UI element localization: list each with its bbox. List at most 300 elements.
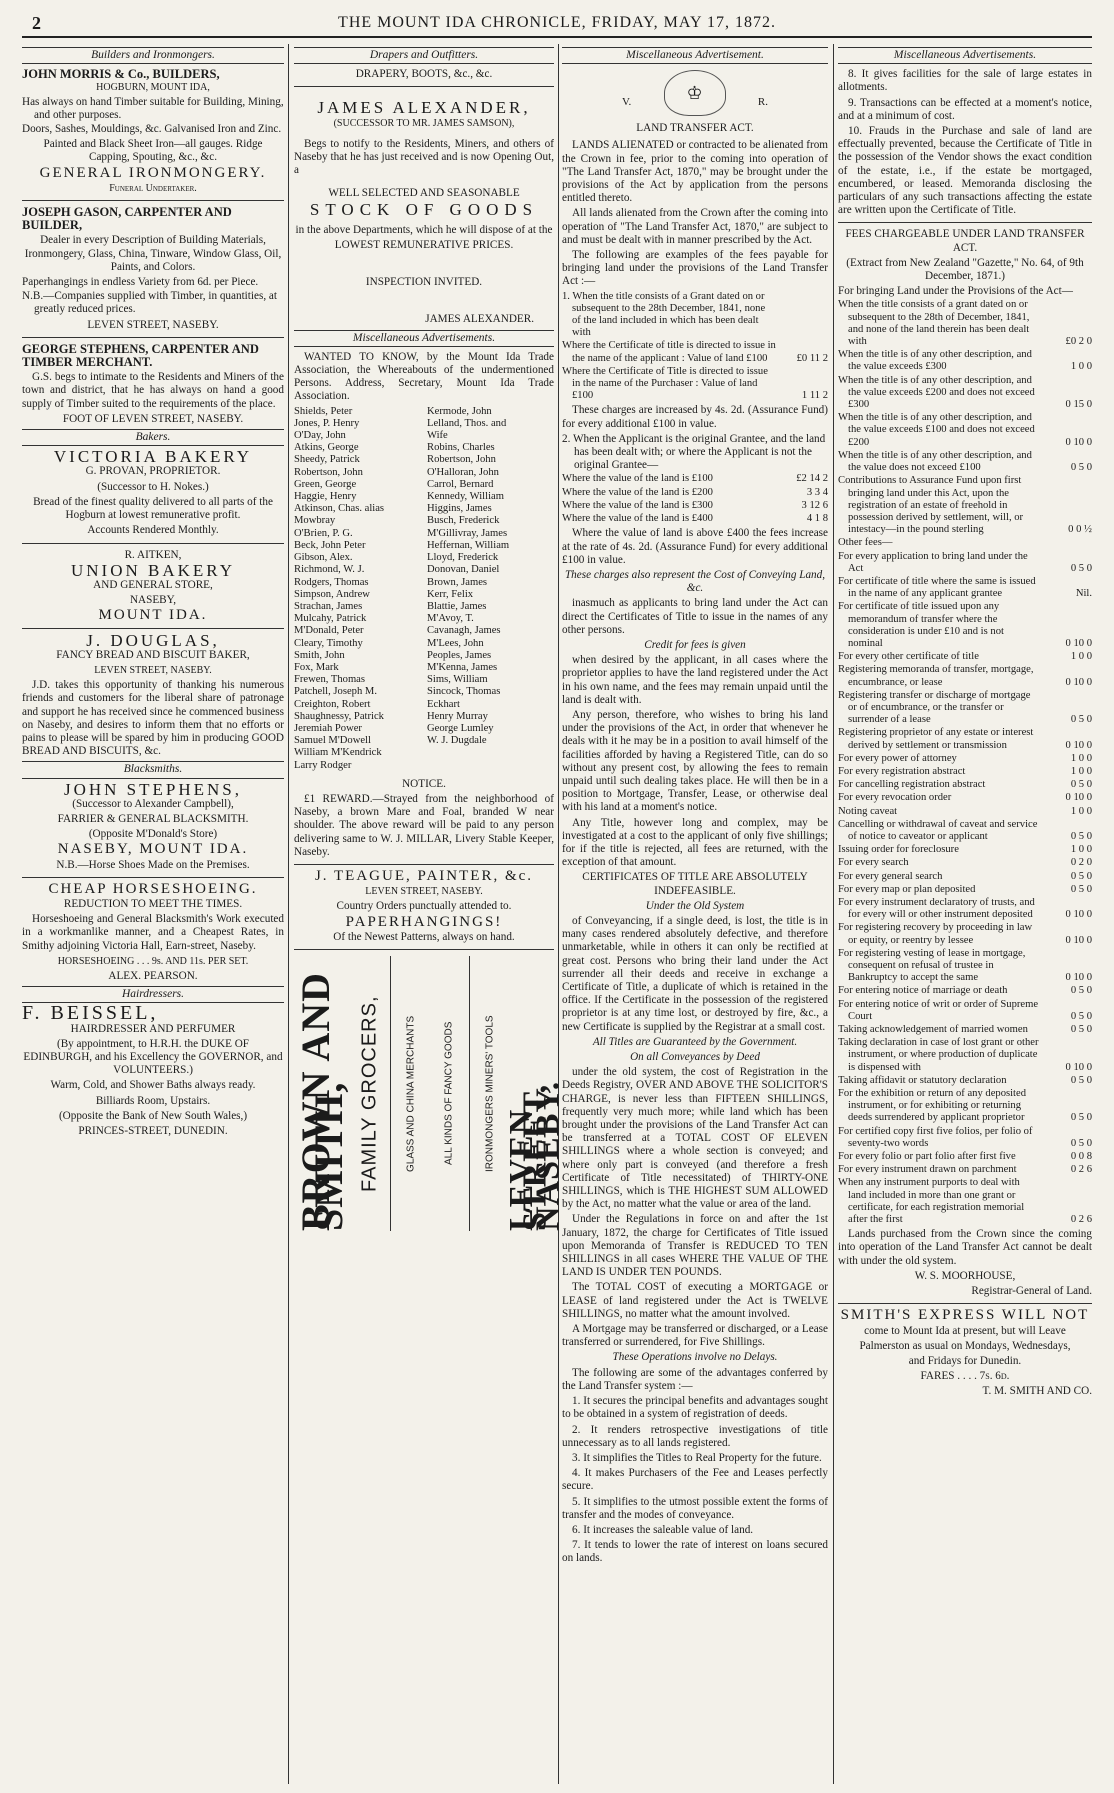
advert-alex-pearson bbox=[22, 880, 284, 983]
advert-text: FARRIER & GENERAL BLACKSMITH. bbox=[57, 812, 249, 825]
signature-title: Registrar-General of Land. bbox=[971, 1285, 1092, 1298]
fee-row bbox=[838, 537, 1092, 549]
advert-text: Paperhangings in endless Variety from 6d. per Piece. bbox=[22, 276, 259, 289]
column-divider bbox=[558, 44, 559, 1784]
person-name: Larry Rodger bbox=[294, 759, 352, 771]
fee-amount: 0 0 8 bbox=[1070, 1151, 1092, 1163]
advert-george-stephens bbox=[22, 343, 284, 426]
person-name: Cleary, Timothy bbox=[294, 637, 363, 649]
persons-list-left bbox=[294, 406, 421, 772]
person-name: O'Day, John bbox=[294, 430, 346, 442]
person-name: Strachan, James bbox=[294, 600, 363, 612]
person-name: Robertson, John bbox=[427, 454, 496, 466]
advantages-list bbox=[562, 1395, 828, 1565]
advert-john-morris bbox=[22, 68, 284, 195]
section-heading: Blacksmiths. bbox=[22, 761, 284, 778]
fee-amount: 0 10 0 bbox=[1065, 1061, 1092, 1073]
fee-row bbox=[838, 766, 1092, 778]
notice-title: NOTICE. bbox=[402, 777, 446, 790]
advert-text: Dealer in every Description of Building Materials, Ironmongery, Glass, China, Tinware, Window Glass, Oil, Paints, and Colors. bbox=[24, 234, 282, 273]
advert-victoria-bakery bbox=[22, 447, 284, 537]
fee-row bbox=[838, 690, 1092, 727]
advert-text: JAMES ALEXANDER. bbox=[425, 313, 534, 326]
fee-row bbox=[838, 1126, 1092, 1150]
fee-desc: Noting caveat bbox=[838, 805, 898, 817]
act-text: Credit for fees is given bbox=[644, 638, 746, 651]
fee-row bbox=[838, 948, 1092, 985]
fee-row bbox=[838, 844, 1092, 856]
advert-name: J. DOUGLAS, bbox=[86, 630, 220, 650]
person-name: W. J. Dugdale bbox=[427, 735, 487, 747]
person-name: Carrol, Bernard bbox=[427, 478, 494, 490]
royal-crest bbox=[562, 68, 828, 118]
fee-desc: For registering recovery by proceeding in law or equity, or reentry by lessee bbox=[838, 922, 1033, 946]
fee-row bbox=[838, 753, 1092, 765]
advert-text: and Fridays for Dunedin. bbox=[908, 1354, 1022, 1367]
fee-desc: For certificate of title issued upon any memorandum of transfer where the consideration is under £10 and is not nominal bbox=[838, 601, 1004, 649]
act-text: Any Title, however long and complex, may be investigated at a cost to the applicant of only five shillings; for if the title is rejected, all fees are returned, with the exception of that amount. bbox=[562, 816, 828, 869]
fee-desc: For every power of attorney bbox=[838, 752, 957, 764]
advert-text: Billiards Room, Upstairs. bbox=[95, 1094, 211, 1107]
advert-text: AND GENERAL STORE, bbox=[93, 578, 213, 591]
advert-text: (Successor to H. Nokes.) bbox=[97, 480, 209, 493]
person-name: Atkins, George bbox=[294, 442, 359, 454]
fee-row bbox=[562, 500, 828, 512]
person-name: M'Donald, Peter bbox=[294, 625, 364, 637]
fee-amount: 1 0 0 bbox=[1070, 844, 1092, 856]
fee-row bbox=[562, 366, 828, 403]
fee-desc: For certificate of title where the same is issued in the name of any applicant grantee bbox=[838, 575, 1036, 600]
masthead bbox=[22, 10, 1092, 38]
fee-amount: 0 15 0 bbox=[1065, 399, 1092, 411]
advert-text: ALL KINDS OF FANCY GOODS bbox=[443, 1021, 455, 1166]
act-text: These charges also represent the Cost of Conveying Land, &c. bbox=[564, 568, 826, 595]
act-text: of Conveyancing, if a single deed, is lost, the title is in many cases rendered absolutely defective, and therefore unmarketable, while in others it can only be rectified at great cost. Persons who bring their land under the Act surrender all their deeds and receive in exchange a Certificate of Title, a duplicate of which is retained in the office. If the Certificate in the possession of the registered proprietor is at any time lost, or destroyed by fire, &c., a new Certificate is supplied by the Registrar at a small cost. bbox=[562, 914, 828, 1033]
fee-row bbox=[838, 999, 1092, 1023]
person-name: Mowbray bbox=[294, 515, 336, 527]
value-table bbox=[562, 473, 828, 525]
person-name: Robertson, John bbox=[294, 466, 363, 478]
fee-desc: For every map or plan deposited bbox=[838, 883, 976, 895]
advert-text: LEVEN STREET, NASEBY. bbox=[365, 886, 483, 898]
advert-text: STOCK OF GOODS bbox=[309, 199, 539, 219]
section-heading: Miscellaneous Advertisements. bbox=[838, 47, 1092, 64]
fee-row bbox=[838, 299, 1092, 348]
fee-amount: 0 2 6 bbox=[1070, 1214, 1092, 1226]
act-text: 2. When the Applicant is the original Grantee, and the land has been dealt with; or where the Applicant is not the original Grantee— bbox=[562, 432, 826, 472]
fee-amount: 0 10 0 bbox=[1065, 934, 1092, 946]
fee-desc: Where the value of the land is £100 bbox=[562, 473, 713, 485]
act-text: Any person, therefore, who wishes to bring his land under the provisions of the Act, in order that whenever he deals with it he may be in a position to avail himself of the facilities afforded by having a Registered Title, can do so without any present cost, by allowing the fees to remain unpaid until such dealing takes place. He will then be in a position to Mortgage, Transfer, Lease, or otherwise deal with his land at a moment's notice. bbox=[562, 708, 828, 814]
fee-desc: For registering vesting of lease in mortgage, consequent on refusal of trustee in Bankruptcy to accept the same bbox=[838, 947, 1026, 984]
act-heading: CERTIFICATES OF TITLE ARE ABSOLUTELY INDEFEASIBLE. bbox=[582, 871, 808, 897]
fee-desc: Cancelling or withdrawal of caveat and service of notice to caveator or applicant bbox=[838, 818, 1038, 842]
advert-text: Accounts Rendered Monthly. bbox=[87, 524, 219, 537]
newspaper-title: THE MOUNT IDA CHRONICLE, FRIDAY, MAY 17, 1872. bbox=[338, 14, 776, 31]
advert-text: (Successor to Alexander Campbell), bbox=[72, 797, 234, 810]
advert-text: HOGBURN, MOUNT IDA, bbox=[96, 82, 210, 94]
fee-amount: 0 5 0 bbox=[1070, 714, 1092, 726]
advert-james-alexander bbox=[294, 98, 554, 326]
section-heading: Miscellaneous Advertisements. bbox=[294, 330, 554, 347]
fee-amount: 1 0 0 bbox=[1070, 765, 1092, 777]
person-name: Brown, James bbox=[427, 576, 488, 588]
advert-text: Has always on hand Timber suitable for Building, Mining, and other purposes. bbox=[22, 95, 284, 121]
fee-desc: Other fees— bbox=[838, 537, 893, 549]
fee-amount: 0 5 0 bbox=[1070, 1024, 1092, 1036]
fee-row bbox=[562, 487, 828, 499]
person-name: Henry Murray bbox=[427, 710, 488, 722]
advert-reward bbox=[294, 793, 554, 859]
person-name: Atkinson, Chas. alias bbox=[294, 503, 385, 515]
fees-text: (Extract from New Zealand "Gazette," No. 64, of 9th December, 1871.) bbox=[846, 256, 1084, 283]
fee-desc: When the title is of any other description, and the value exceeds £300 bbox=[838, 349, 1032, 373]
person-name: Simpson, Andrew bbox=[294, 588, 370, 600]
advert-name: JOHN MORRIS & Co., BUILDERS, bbox=[22, 67, 220, 82]
fee-row bbox=[838, 1151, 1092, 1163]
fee-amount: 0 0 ½ bbox=[1068, 524, 1092, 536]
advert-text: R. AITKEN, bbox=[124, 548, 182, 561]
advert-text: (Opposite the Bank of New South Wales,) bbox=[58, 1109, 248, 1122]
advert-text: T. M. SMITH AND CO. bbox=[982, 1385, 1092, 1398]
person-name: Rodgers, Thomas bbox=[294, 576, 369, 588]
advert-text: MOUNT IDA. bbox=[98, 607, 208, 624]
advert-text: GLASS AND CHINA MERCHANTS bbox=[405, 1015, 417, 1172]
subheading: DRAPERY, BOOTS, &c., &c. bbox=[355, 68, 493, 81]
fee-amount: 0 10 0 bbox=[1065, 792, 1092, 804]
advantage-item: 1. It secures the principal benefits and advantages sought to be obtained in a system of registration of deeds. bbox=[562, 1395, 828, 1421]
fee-row bbox=[838, 349, 1092, 373]
fee-amount: 0 5 0 bbox=[1070, 883, 1092, 895]
advert-text: FANCY BREAD AND BISCUIT BAKER, bbox=[56, 648, 250, 661]
advantage-item: 2. It renders retrospective investigations of title unnecessary as to all lands registered. bbox=[562, 1423, 828, 1449]
fee-row bbox=[562, 473, 828, 485]
advert-text: G.S. begs to intimate to the Residents and Miners of the town and district, that he has always on hand a good supply of Timber suited to the requirements of the place. bbox=[22, 371, 284, 410]
advert-text: LEVEN STREET, NASEBY. bbox=[503, 1080, 567, 1231]
fee-row bbox=[838, 1075, 1092, 1087]
advert-name: JOSEPH GASON, CARPENTER AND BUILDER, bbox=[22, 205, 232, 233]
fee-desc: Where the value of the land is £300 bbox=[562, 499, 713, 511]
advert-text: GENERAL IRONMONGERY. bbox=[39, 164, 267, 181]
fee-row bbox=[838, 551, 1092, 575]
page-number: 2 bbox=[32, 13, 41, 33]
person-name: Cavanagh, James bbox=[427, 625, 501, 637]
person-name: Haggie, Henry bbox=[294, 491, 357, 503]
person-name: Kennedy, William bbox=[427, 491, 504, 503]
fee-row bbox=[838, 1088, 1092, 1125]
advert-text: PRINCES-STREET, DUNEDIN. bbox=[78, 1125, 228, 1138]
advert-text: N.B.—Horse Shoes Made on the Premises. bbox=[56, 858, 250, 871]
fee-row bbox=[562, 513, 828, 525]
column-divider bbox=[288, 44, 289, 1784]
advert-text: HAIRDRESSER AND PERFUMER bbox=[70, 1022, 236, 1035]
advantages-list-continued bbox=[838, 68, 1092, 217]
person-name: Sims, William bbox=[427, 674, 488, 686]
fee-row bbox=[838, 819, 1092, 843]
fee-amount: 0 10 0 bbox=[1065, 676, 1092, 688]
fee-row bbox=[838, 450, 1092, 474]
signature-name: W. S. MOORHOUSE, bbox=[914, 1269, 1016, 1282]
section-heading: Hairdressers. bbox=[22, 986, 284, 1003]
person-name: Wife bbox=[427, 430, 448, 442]
advert-text: NASEBY, bbox=[129, 594, 177, 607]
fee-desc: Where the value of the land is £200 bbox=[562, 486, 713, 498]
act-text: All Titles are Guaranteed by the Government. bbox=[592, 1035, 798, 1048]
fee-row bbox=[838, 1164, 1092, 1176]
person-name: Patchell, Joseph M. bbox=[294, 686, 377, 698]
advert-name: BROWN AND SMITH, bbox=[292, 971, 351, 1231]
advert-brown-and-smith bbox=[292, 956, 567, 1231]
advert-text: Country Orders punctually attended to. bbox=[336, 900, 512, 913]
fee-row bbox=[562, 340, 828, 364]
fee-desc: For every instrument drawn on parchment bbox=[838, 1164, 1017, 1176]
person-name: Peoples, James bbox=[427, 649, 492, 661]
person-name: Mulcahy, Patrick bbox=[294, 613, 367, 625]
fee-amount: 0 5 0 bbox=[1070, 462, 1092, 474]
advert-text: LEVEN STREET, NASEBY. bbox=[94, 664, 212, 676]
fee-amount: 3 12 6 bbox=[801, 499, 828, 511]
fee-desc: For the exhibition or return of any deposited instrument, or for exhibiting or returning deeds surrendered by applicant proprietor bbox=[838, 1088, 1026, 1124]
advert-name: JOHN STEPHENS, bbox=[63, 779, 243, 799]
advert-name: JAMES ALEXANDER, bbox=[317, 98, 531, 118]
fee-amount: 3 3 4 bbox=[806, 486, 828, 498]
advantage-item: 3. It simplifies the Titles to Real Property for the future. bbox=[572, 1451, 822, 1464]
fee-desc: Contributions to Assurance Fund upon first bringing land under this Act, upon the registration of an estate of freehold in possession derived by settlement, will, or intestacy—in the pound sterling bbox=[838, 475, 1024, 536]
person-name: Fox, Mark bbox=[294, 661, 339, 673]
person-name: Donovan, Daniel bbox=[427, 564, 500, 576]
advert-name: UNION BAKERY bbox=[71, 560, 235, 580]
fee-amount: 0 5 0 bbox=[1070, 562, 1092, 574]
advert-text: (Opposite M'Donald's Store) bbox=[88, 828, 218, 841]
fee-desc: For every folio or part folio after first five bbox=[838, 1151, 1016, 1163]
act-text: The following are examples of the fees payable for bringing land under the provisions of the Land Transfer Act :— bbox=[562, 249, 828, 288]
fee-row bbox=[838, 412, 1092, 449]
fee-row bbox=[838, 1037, 1092, 1074]
advert-joseph-gason bbox=[22, 206, 284, 332]
person-name: Lelland, Thos. and bbox=[427, 417, 507, 429]
person-name: Beck, John Peter bbox=[294, 539, 366, 551]
fee-amount: 0 2 0 bbox=[1070, 857, 1092, 869]
person-name: M'Avoy, T. bbox=[427, 613, 474, 625]
advert-text: (SUCCESSOR TO MR. JAMES SAMSON), bbox=[333, 117, 515, 129]
advert-text: LOWEST REMUNERATIVE PRICES. bbox=[334, 239, 514, 252]
fee-amount: 1 0 0 bbox=[1070, 651, 1092, 663]
fee-amount: 0 5 0 bbox=[1070, 779, 1092, 791]
fee-desc: Taking declaration in case of lost grant or other instrument, or where production of duplicate is dispensed with bbox=[838, 1037, 1039, 1073]
section-heading: Builders and Ironmongers. bbox=[22, 47, 284, 64]
person-name: Creighton, Robert bbox=[294, 698, 371, 710]
person-name: Smith, John bbox=[294, 649, 345, 661]
person-name: Robins, Charles bbox=[427, 442, 495, 454]
fee-amount: 1 0 0 bbox=[1070, 752, 1092, 764]
fees-table bbox=[838, 299, 1092, 1226]
advert-text: REDUCTION TO MEET THE TIMES. bbox=[63, 897, 243, 910]
fee-row bbox=[838, 884, 1092, 896]
advert-name: F. BEISSEL, bbox=[22, 1002, 159, 1025]
advert-j-douglas bbox=[22, 630, 284, 759]
advert-text: FARES . . . . 7s. 6d. bbox=[920, 1370, 1010, 1383]
person-name: Green, George bbox=[294, 478, 357, 490]
fee-amount: Nil. bbox=[1075, 588, 1092, 600]
fees-text: For bringing Land under the Provisions of the Act— bbox=[838, 285, 1073, 298]
fee-row bbox=[838, 727, 1092, 751]
act-text: Where the value of land is above £400 the fees increase at the rate of 4s. 2d. (Assurance Fund) for every additional £100 in value. bbox=[562, 527, 828, 566]
fee-row bbox=[838, 601, 1092, 650]
advert-text: Doors, Sashes, Mouldings, &c. Galvanised Iron and Zinc. bbox=[22, 123, 282, 136]
advert-text: WANTED TO KNOW, by the Mount Ida Trade Association, the Whereabouts of the undermentioned Persons. Address, Secretary, Mount Ida Trade Association. bbox=[294, 350, 554, 403]
person-name: O'Brien, P. G. bbox=[294, 527, 353, 539]
advert-name: GEORGE STEPHENS, CARPENTER AND TIMBER MERCHANT. bbox=[22, 341, 259, 370]
fee-desc: For cancelling registration abstract bbox=[838, 779, 986, 791]
fee-desc: Registering transfer or discharge of mortgage or of encumbrance, or the transfer or surrender of a lease bbox=[838, 689, 1031, 726]
advert-text: Begs to notify to the Residents, Miners, and others of Naseby that he has just received and is now Opening Out, a bbox=[294, 137, 554, 177]
advert-text: Horseshoeing and General Blacksmith's Work executed in a workmanlike manner, and a Cheapest Rates, in Smithy adjoining Victoria Hall, Earn-street, Naseby. bbox=[22, 913, 284, 952]
person-name: O'Halloran, John bbox=[427, 466, 499, 478]
fee-amount: 0 10 0 bbox=[1065, 637, 1092, 649]
advert-text: Of the Newest Patterns, always on hand. bbox=[333, 930, 515, 943]
fee-amount: 0 5 0 bbox=[1070, 1112, 1092, 1124]
person-name: M'Gillivray, James bbox=[427, 527, 508, 539]
fee-desc: For every registration abstract bbox=[838, 765, 966, 777]
fee-desc: When the title is of any other description, and the value exceeds £100 and does not exceed £200 bbox=[838, 412, 1035, 448]
act-heading: On all Conveyances by Deed bbox=[630, 1051, 760, 1064]
person-name: Frewen, Thomas bbox=[294, 674, 366, 686]
person-name: Blattie, James bbox=[427, 600, 487, 612]
fee-amount: 0 5 0 bbox=[1070, 1010, 1092, 1022]
column-3 bbox=[562, 44, 828, 1784]
act-title: LAND TRANSFER ACT. bbox=[636, 122, 754, 135]
advert-text: IRONMONGERS MINERS' TOOLS bbox=[484, 1015, 496, 1172]
fee-amount: 0 5 0 bbox=[1070, 1074, 1092, 1086]
column-2 bbox=[292, 44, 567, 1784]
fee-desc: For every revocation order bbox=[838, 792, 952, 804]
fee-desc: Issuing order for foreclosure bbox=[838, 844, 959, 856]
fee-desc: Where the Certificate of Title is directed to issue in the name of the Purchaser : Value of land £100 bbox=[562, 365, 768, 402]
fee-desc: For every application to bring land under the Act bbox=[838, 550, 1028, 574]
advert-john-stephens bbox=[22, 779, 284, 872]
fees-title: FEES CHARGEABLE UNDER LAND TRANSFER ACT. bbox=[845, 228, 1085, 254]
fee-amount: 0 5 0 bbox=[1070, 870, 1092, 882]
act-text: A Mortgage may be transferred or discharged, or a Lease transferred or surrendered, for Five Shillings. bbox=[562, 1323, 828, 1349]
column-divider bbox=[833, 44, 834, 1784]
advert-wanted-to-know bbox=[294, 351, 554, 772]
person-name: Richmond, W. J. bbox=[294, 564, 365, 576]
fee-row bbox=[838, 857, 1092, 869]
person-name: Heffernan, William bbox=[427, 539, 510, 551]
advert-text: Funeral Undertaker. bbox=[109, 182, 197, 194]
fee-amount: 0 10 0 bbox=[1065, 909, 1092, 921]
column-4 bbox=[838, 44, 1092, 1784]
fee-amount: £0 2 0 bbox=[1065, 336, 1092, 348]
person-name: George Lumley bbox=[427, 722, 494, 734]
act-text: under the old system, the cost of Registration in the Deeds Registry, OVER AND ABOVE THE SOLICITOR'S CHARGE, is never less than FIFTEEN SHILLINGS, frequently very much more; while land which has been brought under the provisions of the Land Transfer Act can be transferred at a TOTAL COST OF ELEVEN SHILLINGS where a whole section is conveyed; and where only part is conveyed (and therefore a fresh Certificate of Title necessitated) of THIRTY-ONE SHILLINGS, which is THE HIGHEST SUM ALLOWED by the Act, no matter what the value or area of the land. bbox=[562, 1066, 828, 1211]
fee-desc: For entering notice of writ or order of Supreme Court bbox=[838, 998, 1039, 1022]
person-name: M'Kenna, James bbox=[427, 661, 498, 673]
fee-row bbox=[838, 1177, 1092, 1226]
advantage-item: 6. It increases the saleable value of land. bbox=[572, 1523, 754, 1536]
advert-text: come to Mount Ida at present, but will Leave bbox=[864, 1324, 1066, 1337]
fee-desc: Registering proprietor of any estate or interest derived by settlement or transmission bbox=[838, 727, 1034, 751]
fee-desc: When the title consists of a grant dated on or subsequent to the 28th of December, 1841, and none of the land therein has been dealt with bbox=[838, 299, 1030, 348]
advert-text: CHEAP HORSESHOEING. bbox=[48, 880, 258, 897]
fee-amount: 1 0 0 bbox=[1070, 805, 1092, 817]
advert-text: Warm, Cold, and Shower Baths always ready. bbox=[50, 1079, 256, 1092]
advantage-item: 5. It simplifies to the utmost possible extent the forms of transfer and the modes of conveyance. bbox=[562, 1495, 828, 1521]
section-heading: Miscellaneous Advertisement. bbox=[562, 47, 828, 64]
person-name: Sincock, Thomas bbox=[427, 686, 501, 698]
fee-amount: 0 5 0 bbox=[1070, 830, 1092, 842]
advert-text: (By appointment, to H.R.H. the DUKE OF EDINBURGH, and his Excellency the GOVERNOR, and VOLUNTEERS.) bbox=[23, 1037, 283, 1077]
advantage-item: 9. Transactions can be effected at a moment's notice, and at a minimum of cost. bbox=[838, 96, 1092, 122]
fee-amount: 0 10 0 bbox=[1065, 436, 1092, 448]
advert-text: FOOT OF LEVEN STREET, NASEBY. bbox=[62, 412, 244, 425]
advert-j-teague bbox=[294, 867, 554, 944]
fee-desc: 1. When the title consists of a Grant dated on or subsequent to the 28th December, 1841, none of the land included in which has been dealt with bbox=[562, 290, 766, 339]
fee-desc: Taking acknowledgement of married women bbox=[838, 1024, 1028, 1036]
advantage-item: 7. It tends to lower the rate of interest on loans secured on lands. bbox=[562, 1539, 828, 1565]
person-name: Sheedy, Patrick bbox=[294, 454, 360, 466]
advert-text: ALEX. PEARSON. bbox=[108, 969, 198, 982]
fee-row bbox=[838, 792, 1092, 804]
persons-list bbox=[294, 406, 554, 772]
person-name: Eckhart bbox=[427, 698, 460, 710]
crest-icon: ♔ bbox=[664, 70, 726, 116]
act-text: These charges are increased by 4s. 2d. (Assurance Fund) for every additional £100 in value. bbox=[562, 404, 828, 430]
advantage-item: 4. It makes Purchasers of the Fee and Leases perfectly secure. bbox=[562, 1467, 828, 1493]
fee-desc: For every general search bbox=[838, 870, 943, 882]
advert-text: Palmerston as usual on Mondays, Wednesdays, bbox=[859, 1339, 1071, 1352]
person-name: Jeremiah Power bbox=[294, 722, 362, 734]
fee-desc: Where the Certificate of title is directed to issue in the name of the applicant : Value of land £100 bbox=[562, 340, 776, 364]
fee-desc: When the title is of any other description, and the value does not exceed £100 bbox=[838, 449, 1032, 474]
fee-amount: 4 1 8 bbox=[806, 513, 828, 525]
advert-text: Bread of the finest quality delivered to all parts of the Hogburn at lowest remunerative profit. bbox=[33, 495, 273, 522]
advert-text: PAPERHANGINGS! bbox=[345, 913, 503, 930]
act-text: when desired by the applicant, in all cases where the proprietor applies to have the land registered under the Act in his own name, and the fees may remain unpaid until the land is dealt with. bbox=[562, 654, 828, 706]
advert-f-beissel bbox=[22, 1002, 284, 1138]
fee-desc: Registering memoranda of transfer, mortgage, encumbrance, or lease bbox=[838, 664, 1034, 688]
act-text: The TOTAL COST of executing a MORTGAGE or LEASE of land registered under the Act is TWELVE SHILLINGS, no matter what the amount involved. bbox=[562, 1281, 828, 1320]
fee-desc: When the title is of any other description, and the value exceeds £200 and does not exceed £300 bbox=[838, 374, 1035, 411]
advert-text: NASEBY, MOUNT IDA. bbox=[57, 841, 249, 858]
advert-name: J. TEAGUE, PAINTER, &c. bbox=[314, 867, 534, 884]
fee-row bbox=[838, 664, 1092, 688]
fee-row bbox=[838, 871, 1092, 883]
act-text: All lands alienated from the Crown after the coming into operation of "The Land Transfer Act, 1870," are subject to and must be dealt with in manner prescribed by the Act. bbox=[562, 207, 828, 246]
person-name: Kerr, Felix bbox=[427, 588, 474, 600]
advert-smiths-express bbox=[838, 1309, 1092, 1398]
person-name: Jones, P. Henry bbox=[294, 417, 360, 429]
fee-amount: 1 0 0 bbox=[1070, 361, 1092, 373]
advert-union-bakery bbox=[22, 549, 284, 623]
advert-text: N.B.—Companies supplied with Timber, in quantities, at greatly reduced prices. bbox=[22, 290, 277, 316]
fee-row bbox=[838, 576, 1092, 600]
person-name: Shaughnessy, Patrick bbox=[294, 710, 384, 722]
fee-row bbox=[838, 897, 1092, 921]
fee-desc: Where the value of the land is £400 bbox=[562, 513, 713, 525]
advert-name: SMITH'S EXPRESS WILL NOT bbox=[840, 1307, 1090, 1324]
crest-letter: V. bbox=[622, 96, 632, 109]
section-heading: Bakers. bbox=[22, 429, 284, 446]
column-1 bbox=[22, 44, 284, 1784]
person-name: Kermode, John bbox=[427, 405, 492, 417]
fee-desc: For entering notice of marriage or death bbox=[838, 985, 1008, 997]
fee-row bbox=[838, 651, 1092, 663]
fee-row bbox=[838, 375, 1092, 412]
advert-text: FAMILY GROCERS, bbox=[358, 995, 381, 1192]
fee-amount: 0 5 0 bbox=[1070, 985, 1092, 997]
fee-desc: Taking affidavit or statutory declaration bbox=[838, 1074, 1007, 1086]
